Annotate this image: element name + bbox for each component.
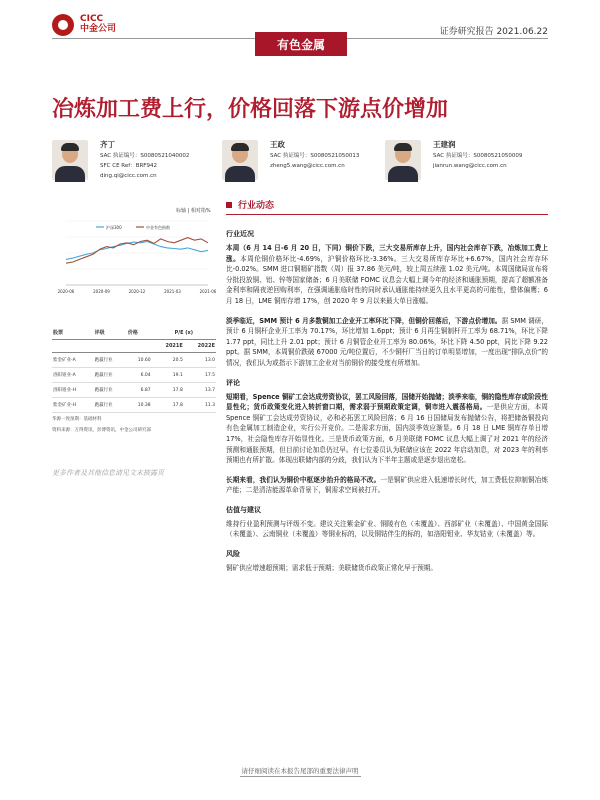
price-chart-svg: [52, 215, 217, 305]
paragraph: [226, 519, 548, 540]
paragraph-body: 一是铜矿供应进入低速增长时代，加工费低位抑制铜冶炼产能；二是清洁能源革命背景下，铜需求空间被打开。: [226, 475, 549, 495]
table-cell: 跑赢行业: [94, 368, 127, 383]
author-email[interactable]: ding.qi@cicc.com.cn: [100, 173, 157, 179]
x-tick-label: 2020-12: [128, 289, 146, 294]
author-email[interactable]: jianrun.wang@cicc.com.cn: [433, 163, 507, 169]
section-header: [226, 198, 548, 215]
paragraph: [226, 316, 548, 369]
avatar: [52, 140, 88, 180]
legend-label: 沪深300: [106, 225, 122, 230]
table-cell: 10.60: [127, 353, 152, 368]
author-line: SAC 执证编号：S0080521040002: [100, 153, 190, 159]
subsection-title: 估值与建议: [226, 505, 261, 514]
paragraph-body: 据 SMM 调研，预计 6 月铜杆企业开工率为 70.17%，环比增加 1.6ppt；预计 6 月再生铜制杆开工率为 68.71%，环比下降 1.77 ppt，同比上升 2.01 ppt；预计 6 月铜管企业开工率为 80.06%，环比下降 4.50 ppt，同比下降 9.22 ppt。据 SMM，本周铜价跌破 67000 元/吨位置后，不少铜杆厂当日的订单明显增加，一度出现“排队点价”的情况，我们认为或指示下游加工企业对当前铜价的接受度有所增加。: [226, 316, 548, 367]
table-cell: 10.38: [127, 398, 152, 413]
table-row: [52, 368, 216, 383]
table-cell: 13.0: [184, 353, 216, 368]
author-name: 王政: [270, 140, 285, 149]
table-cell: 6.04: [127, 368, 152, 383]
chart-axis-label: 标轴 | 相对指%: [176, 208, 211, 214]
main-content: [226, 198, 548, 583]
paragraph: [226, 392, 548, 466]
col-subheader: 2022E: [184, 340, 216, 353]
x-tick-label: 2021-06: [199, 289, 217, 294]
x-tick-label: 2021-03: [164, 289, 181, 294]
price-chart: [52, 215, 217, 305]
col-header: P/E (x): [152, 326, 216, 340]
sector-tag: 有色金属: [255, 32, 347, 56]
footer-disclaimer: [0, 766, 600, 775]
x-tick-label: 2020-06: [57, 289, 75, 294]
report-date: 证券研究报告 2021.06.22: [439, 27, 548, 37]
table-cell: 紫金矿业-H: [52, 398, 94, 413]
table-cell: 跑赢行业: [94, 353, 127, 368]
paragraph-lead: 淡季临近，SMM 预计 6 月多数铜加工企业开工率环比下降，但铜价回落后，下游点价增加。: [226, 316, 502, 325]
table-cell: 17.8: [152, 398, 184, 413]
subsection-title: 风险: [226, 550, 240, 559]
author-line: SAC 执证编号：S0080521050013: [270, 153, 360, 159]
table-cell: 紫金矿业-A: [52, 353, 94, 368]
col-header: 评级: [94, 326, 127, 340]
logo-text: [80, 14, 116, 34]
table-cell: 20.5: [152, 353, 184, 368]
logo-line2: 中金公司: [80, 24, 117, 34]
table-cell: 17.8: [152, 383, 184, 398]
series-line-1: [66, 238, 208, 264]
avatar: [385, 140, 421, 180]
table-cell: 跑赢行业: [94, 383, 127, 398]
avatar: [222, 140, 258, 180]
table-cell: 11.3: [184, 398, 216, 413]
author-line: SFC CE Ref：BRF942: [100, 163, 157, 169]
table-cell: 6.87: [127, 383, 152, 398]
col-subheader: 2021E: [152, 340, 184, 353]
paragraph-body: 维持行业盈利预测与评级不变。建议关注紫金矿业、铜陵有色（未覆盖）、西部矿业（未覆盖）、中国黄金国际（未覆盖）、云南铜业（未覆盖）等铜业标的，以及铜钴伴生的标的，如洛阳钼业、华友钴业（未覆盖）等。: [226, 519, 548, 539]
col-header: 股票: [52, 326, 94, 340]
source-line: 华源一致预期：基础材料: [52, 417, 102, 422]
author-line: SAC 执证编号：S0080521050009: [433, 153, 523, 159]
author-name: 齐丁: [100, 140, 115, 149]
table-cell: 洛阳钼业-H: [52, 383, 94, 398]
source-line: 资料来源：万得资讯，彭博资讯，中金公司研究部: [52, 428, 151, 433]
footer-link[interactable]: 请仔细阅读在本报告尾部的重要法律声明: [241, 767, 359, 775]
author-name: 王建润: [433, 140, 456, 149]
logo-line1: CICC: [80, 14, 104, 24]
x-tick-label: 2020-09: [93, 289, 110, 294]
paragraph: [226, 563, 548, 574]
paragraph-body: 铜矿供应增速超预期；需求低于预期；美联储货币政策正常化早于预期。: [226, 564, 437, 573]
table-row: [52, 353, 216, 368]
more-authors-link[interactable]: 更多作者及其他信息请见文末披露页: [52, 469, 164, 477]
author-email[interactable]: zheng5.wang@cicc.com.cn: [270, 163, 345, 169]
report-title: 冶炼加工费上行，价格回落下游点价增加: [52, 97, 449, 122]
table-cell: 13.7: [184, 383, 216, 398]
paragraph-body: 本周伦铜价格环比-4.69%，沪铜价格环比-3.36%。三大交易所库存环比+6.67%，国内社会库存环比-0.02%。SMM 进口铜精矿指数（周）报 37.86 美元/吨，较上周五续涨 1.02 美元/吨。本周国储局宣布将分批投放铜、铝、锌等国家储备；6 月美联储 FOMC 议息会大幅上调今年的经济和通胀预期，提高了超额准备金利率和隔夜逆回购利率，在强调通胀临时性的同时承认通胀能持续更久且水平更高的可能性，整体偏鹰；6 月 18 日，LME 铜库存增 17%，创 2020 年 9 月以来最大单日涨幅。: [226, 254, 549, 305]
source-note: [52, 414, 151, 436]
subsection-title: 评论: [226, 378, 240, 387]
subsection-title: 行业近况: [226, 230, 254, 238]
legend-label: 中金有色指数: [146, 225, 170, 230]
paragraph: [226, 475, 548, 496]
paragraph-lead: 本周（6 月 14 日-6 月 20 日，下同）铜价下跌，三大交易所库存上升，国内社会库存下跌，冶炼加工费上涨。: [226, 244, 548, 263]
table-cell: 跑赢行业: [94, 398, 127, 413]
paragraph-lead: 短期看，Spence 铜矿工会达成劳资协议，罢工风险回落，国储开始抛储；淡季来临，铜的隐性库存或阶段性显性化；货币政策变化进入转折窗口期，需求弱于预期政策定调，铜市进入震荡格局。: [226, 392, 548, 412]
paragraph: [226, 243, 548, 307]
table-row: [52, 398, 216, 413]
table-cell: 19.1: [152, 368, 184, 383]
cicc-logo-icon: [52, 14, 74, 36]
table-row: [52, 383, 216, 398]
table-cell: 洛阳钼业-A: [52, 368, 94, 383]
paragraph-body: 一是供应方面，本周 Spence 铜矿工会达成劳资协议，必和必拓罢工风险回落；6 月 16 日国储局发布抛储公告，将把储备铜投向有色金属加工制造企业，实行公开竞价。二是需求方面，国内淡季效应渐显。6 月 18 日 LME 铜库存单日增 17%，社会隐性库存开始显性化。三是货币政策方面，6 月美联储 FOMC 议息大幅上调了对 2021 年的经济预测和通胀预期，但目前讨论加息仍过早。有七位委员认为联储应该在 2022 年启动加息，对 2023 年的利率预期也有所扩散。体现出联储内部的分歧，我们认为下半年主题或是逐步退出宽松。: [226, 403, 549, 465]
paragraph-lead: 长期来看，我们认为铜价中枢逐步抬升的格局不改。: [226, 475, 381, 484]
stock-table: [52, 326, 216, 413]
table-cell: 17.5: [184, 368, 216, 383]
section-bullet-icon: [226, 202, 232, 208]
section-title: 行业动态: [238, 201, 275, 211]
col-header: 价格: [127, 326, 152, 340]
